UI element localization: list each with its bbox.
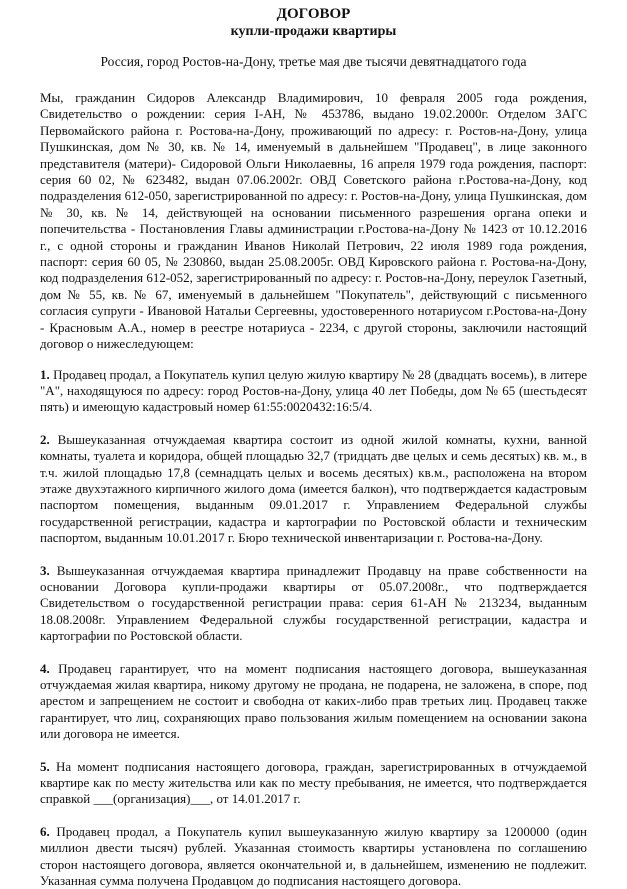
- clause-1: [40, 367, 587, 416]
- document-subtitle: купли-продажи квартиры: [230, 24, 397, 39]
- clause-number: 6.: [40, 823, 50, 839]
- intro-paragraph: Мы, гражданин Сидоров Александр Владимирович, 10 февраля 2005 года рождения, Свидетельство о рождении: серия I-АН, № 453786, выдано 19.02.2000г. Отделом ЗАГС Первомайского района г. Ростова-на-Дону, проживающий по адресу: г. Ростов-на-Дону, улица Пушкинская, дом № 30, кв. № 14, именуемый в дальнейшем "Продавец", в лице законного представителя (матери)- Сидоровой Ольги Николаевны, 16 апреля 1979 года рождения, паспорт: серия 60 02, № 623482, выдан 07.06.2002г. ОВД Советского района г.Ростова-на-Дону, код подразделения 612-050, зарегистрированной по адресу: г. Ростов-на-Дону, улица Пушкинская, дом № 30, кв. № 14, действующей на основании письменного разрешения органа опеки и попечительства - Постановления Главы администрации г.Ростова-на-Дону № 1423 от 10.12.2016 г., с одной стороны и гражданин Иванов Николай Петрович, 22 июля 1989 года рождения, паспорт: серия 60 05, № 230860, выдан 25.08.2005г. ОВД Кировского района г. Ростова-на-Дону, код подразделения 612-052, зарегистрированный по адресу: г. Ростов-на-Дону, переулок Газетный, дом № 55, кв. № 67, именуемый в дальнейшем "Покупатель", действующий с письменного согласия супруги - Ивановой Натальи Сергеевны, удостоверенного нотариусом г.Ростова-на-Дону - Красновым А.А., номер в реестре нотариуса - 2234, с другой стороны, заключили настоящий договор о нижеследующем:: [40, 90, 587, 352]
- clause-text: На момент подписания настоящего договора, граждан, зарегистрированных в отчуждаемой квартире как по месту жительства или как по месту пребывания, не имеется, что подтверждается справкой ___(организация)___, от 14.01.2017 г.: [40, 758, 587, 807]
- place-date-line: Россия, город Ростов-на-Дону, третье мая две тысячи девятнадцатого года: [100, 54, 527, 69]
- clause-text: Продавец продал, а Покупатель купил вышеуказанную жилую квартиру за 1200000 (один миллион двести тысяч) рублей. Указанная стоимость квартиры установлена по соглашению сторон настоящего договора, является окончательной и, в дальнейшем, изменению не подлежит. Указанная сумма получена Продавцом до подписания настоящего договора.: [40, 823, 587, 889]
- document-title: ДОГОВОР: [276, 6, 351, 22]
- clause-text: Вышеуказанная отчуждаемая квартира состоит из одной жилой комнаты, кухни, ванной комнаты, туалета и коридора, общей площадью 32,7 (тридцать две целых и семь десятых) кв. м., в т.ч. жилой площадью 17,8 (семнадцать целых и восемь десятых) кв.м., расположена на втором этаже двухэтажного кирпичного жилого дома (имеется балкон), что подтверждается кадастровым паспортом помещения, выданным 09.01.2017 г. Управлением Федеральной службы государственной регистрации, кадастра и картографии по Ростовской области и техническим паспортом, выданным 10.01.2017 г. Бюро технической инвентаризации г. Ростова-на-Дону.: [40, 431, 587, 546]
- clause-number: 5.: [40, 758, 50, 774]
- clause-text: Продавец гарантирует, что на момент подписания настоящего договора, вышеуказанная отчуждаемая жилая квартира, никому другому не продана, не подарена, не заложена, в споре, под арестом и запрещением не состоит и свободна от каких-либо прав третьих лиц. Продавец также гарантирует, что лиц, сохраняющих право пользования жилым помещением на основании закона или договора не имеется.: [40, 660, 587, 742]
- clause-text: Вышеуказанная отчуждаемая квартира принадлежит Продавцу на праве собственности на основании Договора купли-продажи квартиры от 05.07.2008г., что подтверждается Свидетельством о государственной регистрации права: серия 61-АН № 213234, выданным 18.08.2008г. Управлением Федеральной службы государственной регистрации, кадастра и картографии по Ростовской области.: [40, 562, 587, 644]
- clause-3: [40, 563, 587, 645]
- clause-6: [40, 824, 587, 889]
- clause-number: 3.: [40, 562, 50, 578]
- clause-4: [40, 661, 587, 743]
- clause-number: 1.: [40, 366, 50, 382]
- clause-5: [40, 759, 587, 808]
- clause-number: 2.: [40, 431, 50, 447]
- clause-2: [40, 432, 587, 547]
- clause-number: 4.: [40, 660, 50, 676]
- clause-text: Продавец продал, а Покупатель купил целую жилую квартиру № 28 (двадцать восемь), в литере "А", находящуюся по адресу: город Ростов-на-Дону, улица 40 лет Победы, дом № 65 (шестьдесят пять) и имеющую кадастровый номер 61:55:0020432:16:5/4.: [40, 366, 587, 415]
